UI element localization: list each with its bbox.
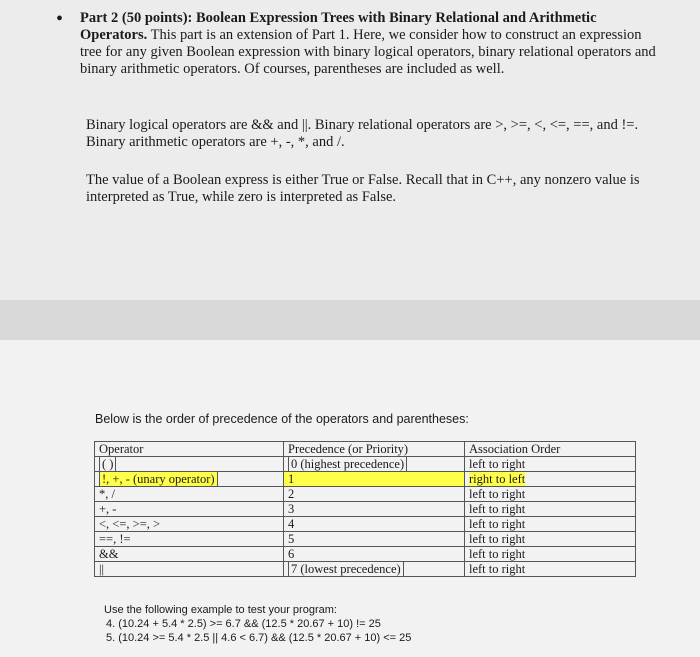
part-body: This part is an extension of Part 1. Here, we consider how to construct an expression tree for any given Boolean expression with binary logical operators, binary relational operators and binary arithmetic operators. Of courses, parentheses are included as well. — [80, 27, 656, 77]
test-item: 4. (10.24 + 5.4 * 2.5) >= 6.7 && (12.5 * 20.67 + 10) != 25 — [106, 618, 381, 630]
table-intro: Below is the order of precedence of the operators and parentheses: — [95, 412, 469, 426]
association-cell: left to right — [465, 562, 636, 577]
association-cell: right to left — [469, 472, 526, 486]
precedence-cell: 2 — [284, 487, 465, 502]
section-divider — [0, 300, 700, 340]
association-cell: left to right — [465, 457, 636, 472]
boolean-paragraph: The value of a Boolean express is either True or False. Recall that in C++, any nonzero value is interpreted as True, while zero is interpreted as False. — [86, 172, 640, 205]
test-item: 5. (10.24 >= 5.4 * 2.5 || 4.6 < 6.7) && (12.5 * 20.67 + 10) <= 25 — [106, 632, 412, 644]
table-header-row — [95, 442, 636, 457]
bullet-icon: • — [56, 8, 64, 30]
operator-cell: *, / — [95, 487, 284, 502]
operator-cell: || — [95, 562, 284, 577]
test-examples — [104, 603, 411, 645]
precedence-cell: 0 (highest precedence) — [284, 457, 465, 472]
operator-cell: ( ) — [99, 456, 116, 472]
precedence-cell: 6 — [284, 547, 465, 562]
table-row — [95, 547, 636, 562]
association-cell: left to right — [465, 487, 636, 502]
association-cell: left to right — [465, 517, 636, 532]
test-intro: Use the following example to test your program: — [104, 604, 337, 616]
operator-cell: ==, != — [95, 532, 284, 547]
operators-paragraph: Binary logical operators are && and ||. Binary relational operators are >, >=, <, <=, ==, and !=. Binary arithmetic operators are +, -, *, and /. — [86, 117, 639, 150]
header-precedence: Precedence (or Priority) — [284, 442, 465, 457]
table-row — [95, 517, 636, 532]
precedence-table — [94, 441, 636, 577]
operator-cell: && — [95, 547, 284, 562]
association-cell: left to right — [465, 532, 636, 547]
operator-cell: <, <=, >=, > — [95, 517, 284, 532]
association-cell: left to right — [465, 547, 636, 562]
operator-cell: +, - — [95, 502, 284, 517]
table-row — [95, 502, 636, 517]
precedence-cell: 1 — [284, 472, 465, 487]
table-row — [95, 472, 636, 487]
operator-cell: !, +, - (unary operator) — [99, 471, 218, 487]
table-row — [95, 457, 636, 472]
table-row — [95, 562, 636, 577]
precedence-cell: 3 — [284, 502, 465, 517]
table-row — [95, 487, 636, 502]
part-heading: Part 2 (50 points): Boolean Expression Trees with Binary Relational and Arithmetic Operators. — [80, 10, 597, 43]
header-association: Association Order — [465, 442, 636, 457]
part-paragraph — [80, 10, 660, 78]
table-row — [95, 532, 636, 547]
header-operator: Operator — [95, 442, 284, 457]
association-cell: left to right — [465, 502, 636, 517]
precedence-cell: 4 — [284, 517, 465, 532]
precedence-cell: 5 — [284, 532, 465, 547]
precedence-cell: 7 (lowest precedence) — [284, 562, 465, 577]
